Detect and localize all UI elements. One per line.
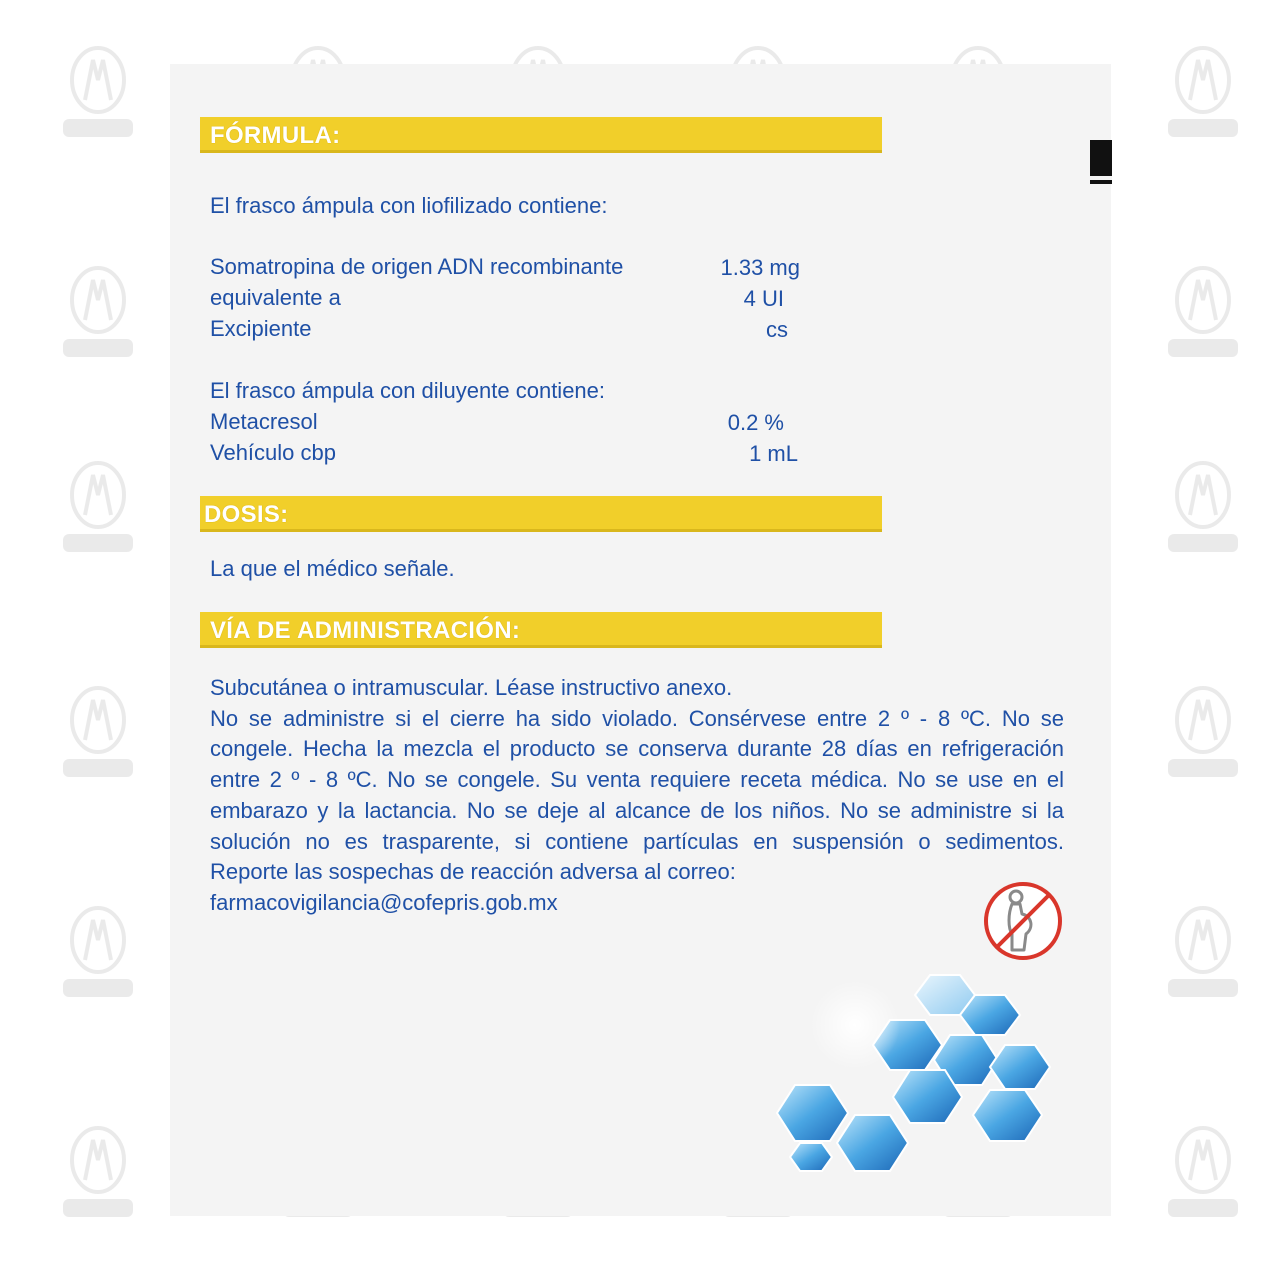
administration-paragraph bbox=[210, 673, 1064, 919]
formula-row-value: 0.2 % bbox=[727, 410, 784, 435]
paragraph-line: entre 2 º - 8 ºC. No se congele. Su venta requiere receta médica. No se use en el bbox=[210, 767, 1064, 793]
paragraph-line: No se administre si el cierre ha sido violado. Consérvese entre 2 º - 8 ºC. No se bbox=[210, 705, 1064, 731]
paragraph-line: congele. Hecha la mezcla el producto se conserva durante 28 días en refrigeración bbox=[210, 736, 1064, 762]
pharmacy-logo-watermark bbox=[1160, 460, 1246, 560]
pharmacy-logo-watermark bbox=[55, 905, 141, 1005]
formula-row-name: Somatropina de origen ADN recombinante bbox=[210, 254, 624, 279]
dosis-title: DOSIS: bbox=[204, 501, 289, 528]
formula-row-name: equivalente a bbox=[210, 285, 341, 310]
formula-header-band bbox=[200, 117, 882, 153]
contact-email: farmacovigilancia@cofepris.gob.mx bbox=[210, 889, 558, 915]
pharmacy-logo-watermark bbox=[55, 1125, 141, 1225]
formula-row-value: cs bbox=[766, 317, 788, 342]
formula-row-name: Vehículo cbp bbox=[210, 440, 336, 465]
pharmacy-logo-watermark bbox=[55, 265, 141, 365]
paragraph-line: Subcutánea o intramuscular. Léase instructivo anexo. bbox=[210, 675, 733, 700]
edge-mark-gap bbox=[1090, 176, 1112, 180]
formula-row-value: 4 UI bbox=[743, 286, 784, 311]
diluent-vial-intro: El frasco ámpula con diluyente contiene: bbox=[210, 378, 606, 403]
pharmacy-logo-watermark bbox=[1160, 905, 1246, 1005]
pharmacy-logo-watermark bbox=[55, 685, 141, 785]
pharmacy-logo-watermark bbox=[1160, 265, 1246, 365]
pharmacy-logo-watermark bbox=[1160, 45, 1246, 145]
formula-row-value: 1 mL bbox=[749, 441, 798, 466]
lyophilized-vial-intro: El frasco ámpula con liofilizado contiene: bbox=[210, 193, 608, 218]
formula-row-name: Excipiente bbox=[210, 316, 312, 341]
pharmacy-logo-watermark bbox=[55, 45, 141, 145]
pharmacy-logo-watermark bbox=[1160, 685, 1246, 785]
pharmacy-logo-watermark bbox=[1160, 1125, 1246, 1225]
formula-row-name: Metacresol bbox=[210, 409, 318, 434]
paragraph-line: Reporte las sospechas de reacción adversa al correo: bbox=[210, 859, 736, 885]
dosis-text: La que el médico señale. bbox=[210, 556, 455, 581]
formula-title: FÓRMULA: bbox=[210, 122, 341, 149]
dosis-header-band bbox=[200, 496, 882, 532]
formula-row-value: 1.33 mg bbox=[720, 255, 800, 280]
pharmacy-logo-watermark bbox=[55, 460, 141, 560]
via-title: VÍA DE ADMINISTRACIÓN: bbox=[210, 617, 521, 644]
paragraph-line: solución no es trasparente, si contiene partículas en suspensión o sedimentos. bbox=[210, 828, 1064, 854]
paragraph-line: embarazo y la lactancia. No se deje al alcance de los niños. No se administre si la bbox=[210, 797, 1064, 823]
no-pregnancy-icon bbox=[982, 880, 1064, 962]
hexagon-molecule-graphic bbox=[760, 965, 1070, 1175]
via-header-band bbox=[200, 612, 882, 648]
